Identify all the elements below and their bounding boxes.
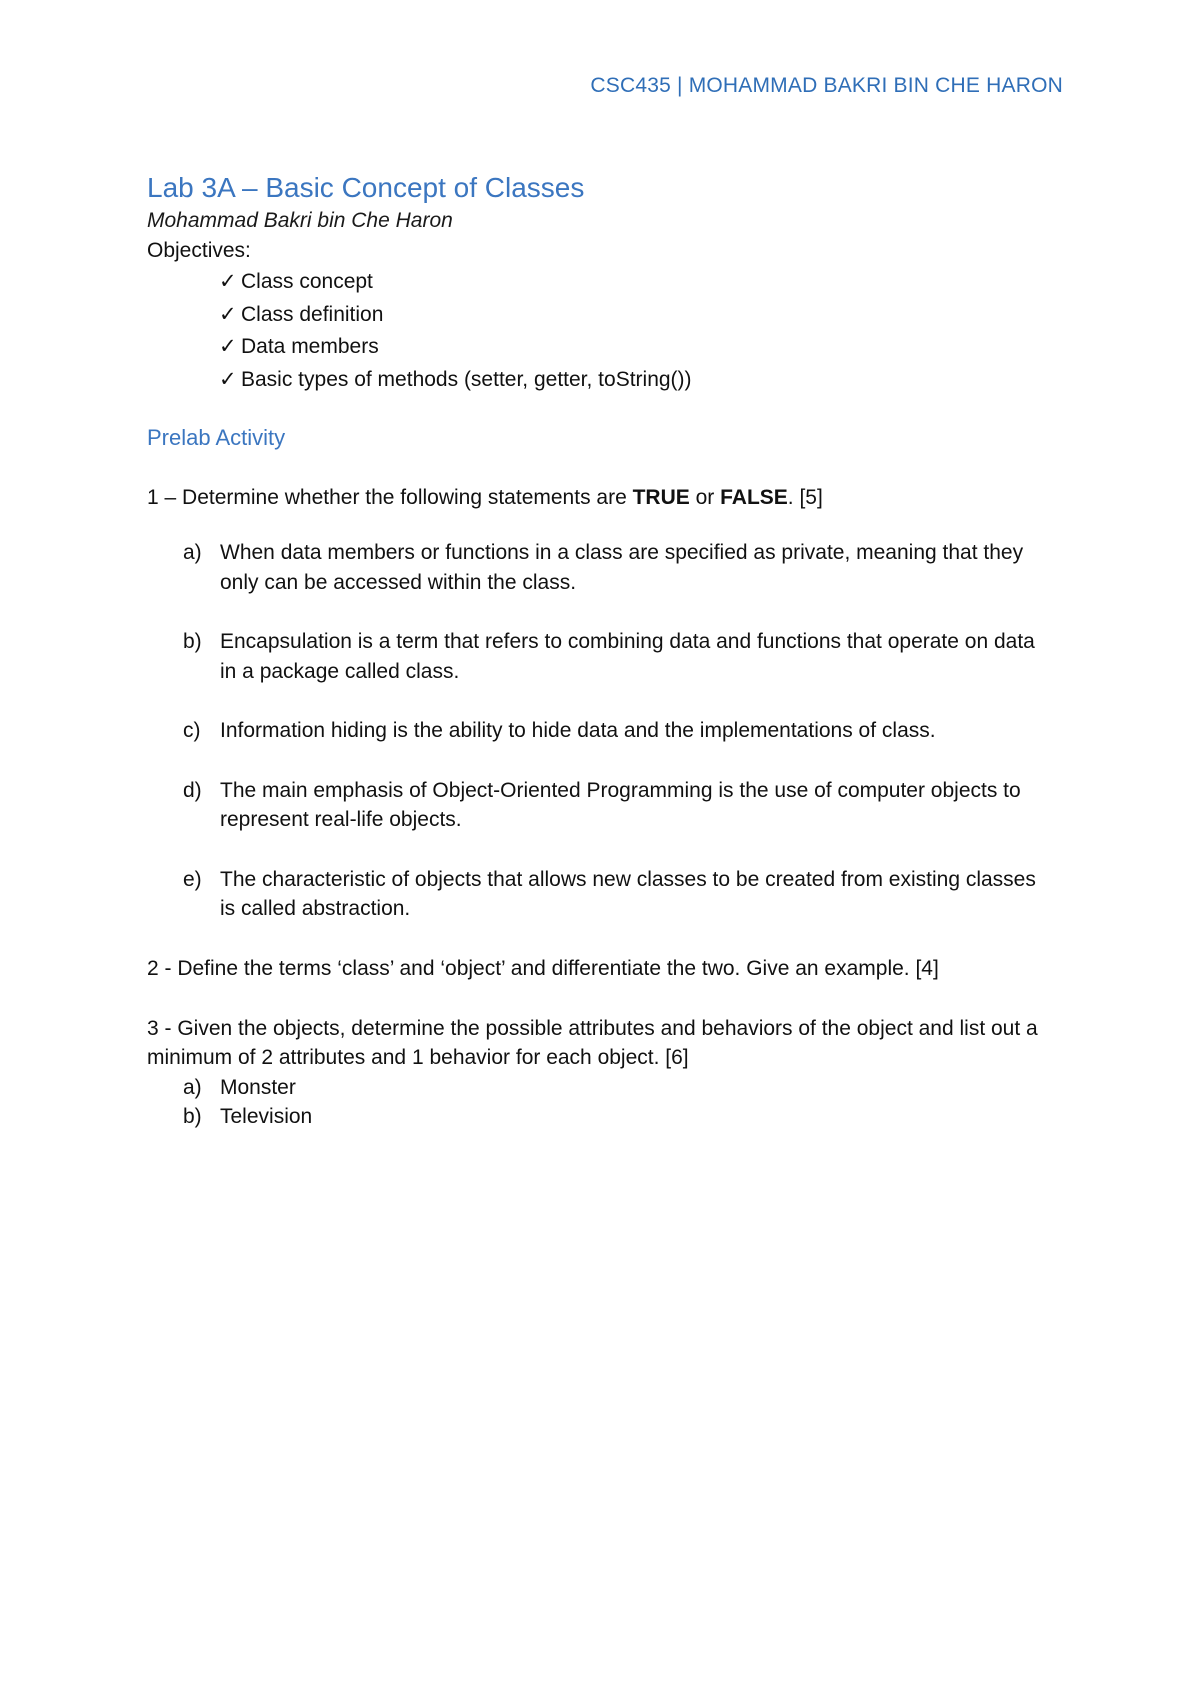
statement-item: d) The main emphasis of Object-Oriented Programming is the use of computer objects to represent real-life objects. [183, 778, 1021, 831]
objectives-label: Objectives: [147, 239, 251, 262]
section-heading: Prelab Activity [147, 425, 286, 450]
question-1-statements [147, 538, 1057, 924]
question-3-objects [147, 1073, 1057, 1132]
objectives-list [147, 266, 1057, 396]
question-3: 3 - Given the objects, determine the possible attributes and behaviors of the object and list out a minimum of 2 attributes and 1 behavior for each object. [6] [147, 1016, 1038, 1069]
checkmark-icon: ✓ [219, 367, 237, 391]
checkmark-icon: ✓ [219, 270, 237, 293]
document-title: Lab 3A – Basic Concept of Classes [147, 172, 585, 203]
statement-item: a) When data members or functions in a class are specified as private, meaning that they only can be accessed within the class. [183, 541, 1024, 594]
objective-item: ✓ Basic types of methods (setter, getter, toString()) [219, 364, 1057, 397]
object-item: b) Television [183, 1105, 313, 1128]
author-name: Mohammad Bakri bin Che Haron [147, 209, 453, 232]
question-1-heading: 1 – Determine whether the following statements are TRUE or FALSE. [5] [147, 486, 823, 509]
checkmark-icon: ✓ [219, 335, 237, 358]
statement-item: c) Information hiding is the ability to hide data and the implementations of class. [183, 719, 936, 742]
objective-item: ✓ Data members [219, 331, 1057, 364]
checkmark-icon: ✓ [219, 302, 237, 326]
page-header: CSC435 | MOHAMMAD BAKRI BIN CHE HARON [590, 74, 1063, 97]
object-item: a) Monster [183, 1075, 296, 1099]
document-body [147, 170, 1057, 1132]
objective-item: ✓ Class definition [219, 299, 1057, 332]
statement-item: b) Encapsulation is a term that refers to combining data and functions that operate on data in a package called class. [183, 630, 1035, 683]
statement-item: e) The characteristic of objects that allows new classes to be created from existing classes is called abstraction. [183, 867, 1036, 920]
question-2: 2 - Define the terms ‘class’ and ‘object’ and differentiate the two. Give an example. [4] [147, 956, 939, 980]
objective-item: ✓ Class concept [219, 266, 1057, 299]
